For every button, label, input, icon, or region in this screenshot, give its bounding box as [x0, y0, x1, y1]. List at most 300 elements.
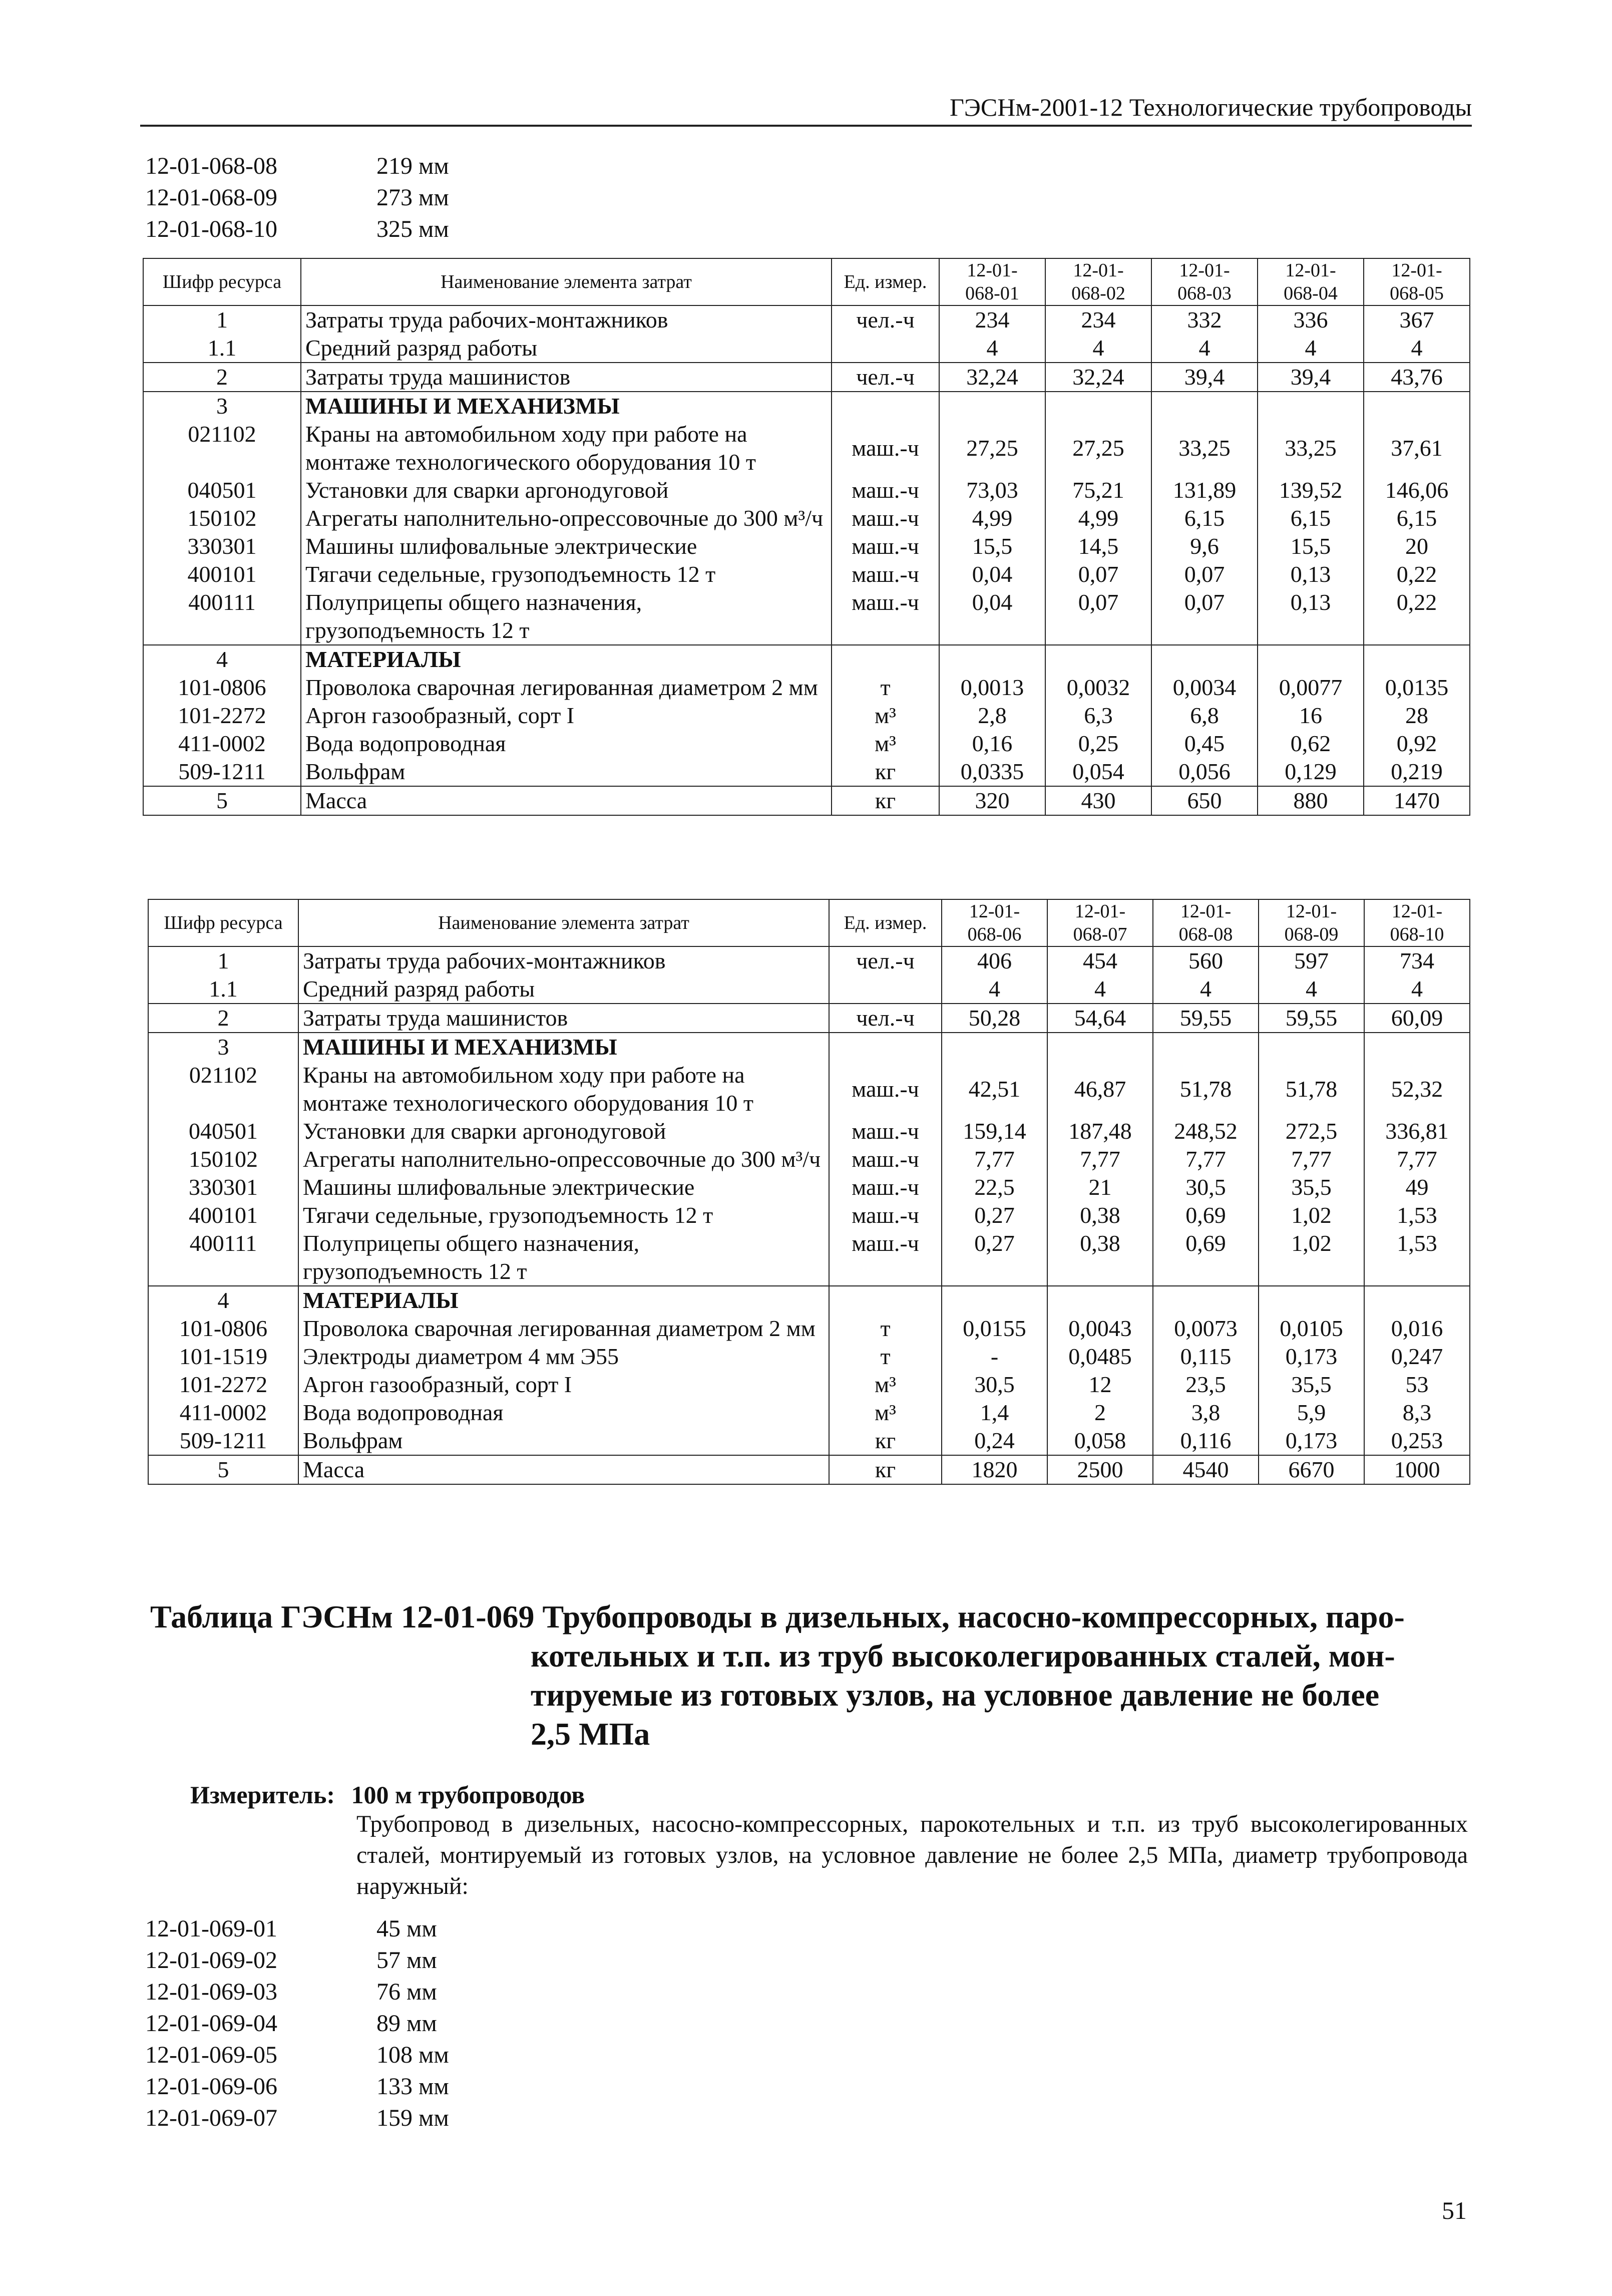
- value-cell: 0,38: [1047, 1229, 1153, 1286]
- col-header-norm: 12-01- 068-10: [1364, 899, 1470, 946]
- unit: кг: [829, 1455, 942, 1484]
- value-cell: [1259, 1286, 1364, 1315]
- resource-code: 101-2272: [148, 1371, 298, 1399]
- table-row: [148, 1033, 1470, 1061]
- unit: маш.-ч: [832, 476, 939, 504]
- unit: чел.-ч: [832, 305, 939, 334]
- value-cell: 336,81: [1364, 1117, 1470, 1145]
- value-cell: 0,62: [1258, 730, 1364, 758]
- value-cell: 4: [939, 334, 1045, 363]
- cost-element-name: Электроды диаметром 4 мм Э55: [298, 1343, 829, 1371]
- cost-element-name: Масса: [301, 786, 832, 815]
- table-row: [143, 504, 1470, 532]
- cost-element-name: Масса: [298, 1455, 829, 1484]
- value-cell: 6,3: [1045, 702, 1151, 730]
- table-row: [148, 1343, 1470, 1371]
- unit: т: [829, 1343, 942, 1371]
- value-cell: 0,0013: [939, 674, 1045, 702]
- col-header-unit: Ед. измер.: [832, 258, 939, 305]
- value-cell: 131,89: [1151, 476, 1258, 504]
- value-cell: 146,06: [1364, 476, 1470, 504]
- cost-element-name: Полуприцепы общего назначения, грузоподъемность 12 т: [298, 1229, 829, 1286]
- value-cell: [939, 645, 1045, 674]
- value-cell: 32,24: [1045, 363, 1151, 392]
- value-cell: 597: [1259, 946, 1364, 975]
- value-cell: 4: [1364, 334, 1470, 363]
- table-row: [143, 334, 1470, 363]
- unit: [832, 334, 939, 363]
- table-title-line: 2,5 МПа: [531, 1716, 650, 1752]
- cost-element-name: МАШИНЫ И МЕХАНИЗМЫ: [301, 392, 832, 420]
- code-row: [145, 2039, 449, 2071]
- col-header-norm: 12-01- 068-08: [1153, 899, 1259, 946]
- table-row: [143, 420, 1470, 476]
- value-cell: [1258, 645, 1364, 674]
- cost-element-name: МАТЕРИАЛЫ: [301, 645, 832, 674]
- unit: маш.-ч: [829, 1145, 942, 1173]
- value-cell: 336: [1258, 305, 1364, 334]
- table-title-line: котельных и т.п. из труб высоколегированных сталей, мон-: [531, 1638, 1395, 1674]
- table-row: [143, 363, 1470, 392]
- cost-element-name: Вольфрам: [298, 1427, 829, 1455]
- value-cell: [1364, 392, 1470, 420]
- value-cell: 30,5: [1153, 1173, 1259, 1201]
- unit: м³: [829, 1399, 942, 1427]
- value-cell: 6,15: [1151, 504, 1258, 532]
- code: 12-01-069-04: [145, 2010, 277, 2037]
- value-cell: 49: [1364, 1173, 1470, 1201]
- code-row: [145, 2071, 449, 2102]
- value-cell: 1,4: [942, 1399, 1047, 1427]
- unit: т: [832, 674, 939, 702]
- value-cell: 0,0032: [1045, 674, 1151, 702]
- resource-code: 400101: [143, 560, 301, 588]
- value-cell: 6,15: [1364, 504, 1470, 532]
- value-cell: [942, 1286, 1047, 1315]
- value-cell: 15,5: [939, 532, 1045, 560]
- value-cell: 23,5: [1153, 1371, 1259, 1399]
- cost-element-name: Затраты труда машинистов: [301, 363, 832, 392]
- value-cell: 2: [1047, 1399, 1153, 1427]
- value-cell: 0,115: [1153, 1343, 1259, 1371]
- resource-code: 1: [143, 305, 301, 334]
- page-number: 51: [1442, 2196, 1467, 2224]
- resource-code: 400111: [148, 1229, 298, 1286]
- value-cell: 50,28: [942, 1004, 1047, 1033]
- value-cell: 4: [1364, 975, 1470, 1004]
- value-cell: [942, 1033, 1047, 1061]
- value-cell: 0,92: [1364, 730, 1470, 758]
- resource-code: 040501: [143, 476, 301, 504]
- unit: [829, 1033, 942, 1061]
- value-cell: 7,77: [1259, 1145, 1364, 1173]
- value-cell: 560: [1153, 946, 1259, 975]
- resource-code: 1.1: [148, 975, 298, 1004]
- value-cell: 4: [942, 975, 1047, 1004]
- value-cell: 1820: [942, 1455, 1047, 1484]
- value-cell: 1,53: [1364, 1229, 1470, 1286]
- value-cell: 1,02: [1259, 1201, 1364, 1229]
- diameter: 325 мм: [376, 216, 449, 242]
- cost-element-name: Аргон газообразный, сорт I: [301, 702, 832, 730]
- header-row: [148, 899, 1470, 946]
- resource-code: 101-0806: [148, 1315, 298, 1343]
- unit: маш.-ч: [832, 420, 939, 476]
- value-cell: 4: [1259, 975, 1364, 1004]
- resource-code: 101-0806: [143, 674, 301, 702]
- table-row: [143, 476, 1470, 504]
- cost-element-name: Вольфрам: [301, 758, 832, 786]
- table-title-line: тируемые из готовых узлов, на условное давление не более: [531, 1677, 1380, 1713]
- table-row: [148, 1427, 1470, 1455]
- table-row: [143, 702, 1470, 730]
- value-cell: 6,15: [1258, 504, 1364, 532]
- value-cell: 0,04: [939, 588, 1045, 645]
- bottom-code-list: [145, 1913, 449, 2134]
- value-cell: 0,0034: [1151, 674, 1258, 702]
- value-cell: 248,52: [1153, 1117, 1259, 1145]
- cost-element-name: Установки для сварки аргонодуговой: [301, 476, 832, 504]
- value-cell: 37,61: [1364, 420, 1470, 476]
- value-cell: 4: [1258, 334, 1364, 363]
- cost-element-name: Проволока сварочная легированная диаметром 2 мм: [298, 1315, 829, 1343]
- table-row: [143, 392, 1470, 420]
- resource-code: 5: [148, 1455, 298, 1484]
- value-cell: 430: [1045, 786, 1151, 815]
- col-header-norm: 12-01- 068-01: [939, 258, 1045, 305]
- value-cell: 0,173: [1259, 1427, 1364, 1455]
- diameter: 108 мм: [376, 2042, 449, 2068]
- value-cell: 139,52: [1258, 476, 1364, 504]
- value-cell: 0,25: [1045, 730, 1151, 758]
- cost-element-name: Аргон газообразный, сорт I: [298, 1371, 829, 1399]
- description: Трубопровод в дизельных, насосно-компрессорных, парокотельных и т.п. из труб высоколегированных сталей, монтируемый из готовых узлов, на условное давление не более 2,5 МПа, диаметр трубопровода наружный:: [356, 1811, 1468, 1899]
- value-cell: 0,69: [1153, 1229, 1259, 1286]
- col-header-norm: 12-01- 068-07: [1047, 899, 1153, 946]
- resource-code: 400101: [148, 1201, 298, 1229]
- value-cell: 0,13: [1258, 560, 1364, 588]
- resource-code: 330301: [143, 532, 301, 560]
- value-cell: 0,22: [1364, 560, 1470, 588]
- diameter: 57 мм: [376, 1947, 437, 1974]
- value-cell: 75,21: [1045, 476, 1151, 504]
- code: 12-01-069-06: [145, 2073, 277, 2100]
- diameter: 45 мм: [376, 1915, 437, 1942]
- value-cell: 0,07: [1151, 560, 1258, 588]
- value-cell: 0,0105: [1259, 1315, 1364, 1343]
- cost-element-name: Полуприцепы общего назначения, грузоподъемность 12 т: [301, 588, 832, 645]
- cost-element-name: Затраты труда рабочих-монтажников: [298, 946, 829, 975]
- value-cell: 35,5: [1259, 1371, 1364, 1399]
- value-cell: 21: [1047, 1173, 1153, 1201]
- unit: [832, 645, 939, 674]
- value-cell: 0,0043: [1047, 1315, 1153, 1343]
- resource-code: 509-1211: [148, 1427, 298, 1455]
- table-row: [143, 560, 1470, 588]
- value-cell: 6670: [1259, 1455, 1364, 1484]
- value-cell: 734: [1364, 946, 1470, 975]
- value-cell: 406: [942, 946, 1047, 975]
- unit: м³: [832, 730, 939, 758]
- value-cell: 4,99: [939, 504, 1045, 532]
- code-row: [145, 213, 449, 245]
- code: 12-01-069-05: [145, 2042, 277, 2068]
- value-cell: 0,27: [942, 1229, 1047, 1286]
- table-row: [148, 1371, 1470, 1399]
- value-cell: 4: [1047, 975, 1153, 1004]
- value-cell: [1045, 645, 1151, 674]
- value-cell: 7,77: [942, 1145, 1047, 1173]
- resource-code: 4: [143, 645, 301, 674]
- cost-element-name: Средний разряд работы: [298, 975, 829, 1004]
- value-cell: 20: [1364, 532, 1470, 560]
- value-cell: 454: [1047, 946, 1153, 975]
- value-cell: 234: [939, 305, 1045, 334]
- diameter: 219 мм: [376, 153, 449, 179]
- col-header-norm: 12-01- 068-03: [1151, 258, 1258, 305]
- table-row: [148, 1117, 1470, 1145]
- col-header-name: Наименование элемента затрат: [301, 258, 832, 305]
- code: 12-01-068-09: [145, 184, 277, 211]
- value-cell: [1151, 392, 1258, 420]
- value-cell: 0,45: [1151, 730, 1258, 758]
- value-cell: 0,16: [939, 730, 1045, 758]
- unit: маш.-ч: [829, 1201, 942, 1229]
- resource-code: 330301: [148, 1173, 298, 1201]
- value-cell: [1151, 645, 1258, 674]
- value-cell: [1047, 1033, 1153, 1061]
- value-cell: 650: [1151, 786, 1258, 815]
- header-row: [143, 258, 1470, 305]
- value-cell: 53: [1364, 1371, 1470, 1399]
- resource-code: 4: [148, 1286, 298, 1315]
- unit: маш.-ч: [832, 504, 939, 532]
- value-cell: [1153, 1286, 1259, 1315]
- col-header-norm: 12-01- 068-04: [1258, 258, 1364, 305]
- code-row: [145, 1944, 449, 1976]
- value-cell: 7,77: [1364, 1145, 1470, 1173]
- col-header-norm: 12-01- 068-05: [1364, 258, 1470, 305]
- unit: м³: [829, 1371, 942, 1399]
- value-cell: 30,5: [942, 1371, 1047, 1399]
- unit: кг: [832, 758, 939, 786]
- table-row: [143, 674, 1470, 702]
- value-cell: 8,3: [1364, 1399, 1470, 1427]
- table-row: [143, 305, 1470, 334]
- value-cell: 46,87: [1047, 1061, 1153, 1117]
- table-row: [143, 758, 1470, 786]
- code-row: [145, 2102, 449, 2134]
- value-cell: 0,253: [1364, 1427, 1470, 1455]
- value-cell: 54,64: [1047, 1004, 1153, 1033]
- value-cell: 0,0135: [1364, 674, 1470, 702]
- code: 12-01-068-10: [145, 216, 277, 242]
- value-cell: 367: [1364, 305, 1470, 334]
- resource-code: 150102: [143, 504, 301, 532]
- table-row: [148, 1315, 1470, 1343]
- value-cell: [1364, 1286, 1470, 1315]
- value-cell: 59,55: [1259, 1004, 1364, 1033]
- value-cell: 234: [1045, 305, 1151, 334]
- value-cell: [1364, 645, 1470, 674]
- table-row: [148, 1286, 1470, 1315]
- col-header-unit: Ед. измер.: [829, 899, 942, 946]
- value-cell: 0,0077: [1258, 674, 1364, 702]
- value-cell: 0,0335: [939, 758, 1045, 786]
- unit: маш.-ч: [832, 532, 939, 560]
- col-header-code: Шифр ресурса: [143, 258, 301, 305]
- value-cell: 880: [1258, 786, 1364, 815]
- value-cell: 0,24: [942, 1427, 1047, 1455]
- code-row: [145, 2008, 449, 2039]
- code: 12-01-069-03: [145, 1979, 277, 2005]
- resource-code: 101-1519: [148, 1343, 298, 1371]
- value-cell: 6,8: [1151, 702, 1258, 730]
- code-row: [145, 150, 449, 182]
- table-row: [148, 1061, 1470, 1117]
- value-cell: 1470: [1364, 786, 1470, 815]
- resource-code: 5: [143, 786, 301, 815]
- table-row: [143, 532, 1470, 560]
- table-row: [148, 1173, 1470, 1201]
- cost-element-name: Установки для сварки аргонодуговой: [298, 1117, 829, 1145]
- value-cell: 15,5: [1258, 532, 1364, 560]
- cost-element-name: МАТЕРИАЛЫ: [298, 1286, 829, 1315]
- value-cell: 0,22: [1364, 588, 1470, 645]
- value-cell: [1153, 1033, 1259, 1061]
- value-cell: 2500: [1047, 1455, 1153, 1484]
- table-row: [148, 1145, 1470, 1173]
- value-cell: 52,32: [1364, 1061, 1470, 1117]
- value-cell: 0,0485: [1047, 1343, 1153, 1371]
- value-cell: 1000: [1364, 1455, 1470, 1484]
- col-header-name: Наименование элемента затрат: [298, 899, 829, 946]
- table-row: [143, 645, 1470, 674]
- resource-table-2: [148, 899, 1470, 1485]
- cost-element-name: Вода водопроводная: [298, 1399, 829, 1427]
- cost-element-name: Машины шлифовальные электрические: [301, 532, 832, 560]
- value-cell: 0,056: [1151, 758, 1258, 786]
- value-cell: 9,6: [1151, 532, 1258, 560]
- value-cell: 0,054: [1045, 758, 1151, 786]
- resource-code: 400111: [143, 588, 301, 645]
- value-cell: 0,07: [1151, 588, 1258, 645]
- code: 12-01-069-02: [145, 1947, 277, 1974]
- resource-table-1: [143, 258, 1470, 816]
- diameter: 76 мм: [376, 1979, 437, 2005]
- value-cell: 7,77: [1153, 1145, 1259, 1173]
- value-cell: 1,02: [1259, 1229, 1364, 1286]
- table-row: [143, 730, 1470, 758]
- unit: маш.-ч: [829, 1229, 942, 1286]
- value-cell: 33,25: [1151, 420, 1258, 476]
- value-cell: 39,4: [1151, 363, 1258, 392]
- cost-element-name: Тягачи седельные, грузоподъемность 12 т: [301, 560, 832, 588]
- value-cell: [1364, 1033, 1470, 1061]
- unit: маш.-ч: [829, 1173, 942, 1201]
- value-cell: 39,4: [1258, 363, 1364, 392]
- unit: кг: [832, 786, 939, 815]
- table-row: [148, 1455, 1470, 1484]
- value-cell: 51,78: [1259, 1061, 1364, 1117]
- unit: [832, 392, 939, 420]
- value-cell: 4: [1151, 334, 1258, 363]
- resource-code: 2: [143, 363, 301, 392]
- value-cell: -: [942, 1343, 1047, 1371]
- value-cell: [1259, 1033, 1364, 1061]
- value-cell: [1258, 392, 1364, 420]
- value-cell: 0,0073: [1153, 1315, 1259, 1343]
- diameter: 159 мм: [376, 2105, 449, 2131]
- value-cell: 1,53: [1364, 1201, 1470, 1229]
- value-cell: 33,25: [1258, 420, 1364, 476]
- table-row: [148, 975, 1470, 1004]
- value-cell: 0,07: [1045, 588, 1151, 645]
- code-row: [145, 1913, 449, 1944]
- unit: т: [829, 1315, 942, 1343]
- table-title-lead: Таблица ГЭСНм 12-01-069 Трубопроводы в дизельных, насосно-компрессорных, паро-: [150, 1599, 1405, 1634]
- col-header-norm: 12-01- 068-06: [942, 899, 1047, 946]
- value-cell: [939, 392, 1045, 420]
- col-header-norm: 12-01- 068-09: [1259, 899, 1364, 946]
- value-cell: 22,5: [942, 1173, 1047, 1201]
- table-row: [143, 786, 1470, 815]
- value-cell: 12: [1047, 1371, 1153, 1399]
- value-cell: 320: [939, 786, 1045, 815]
- cost-element-name: Тягачи седельные, грузоподъемность 12 т: [298, 1201, 829, 1229]
- diameter: 273 мм: [376, 184, 449, 211]
- resource-code: 1.1: [143, 334, 301, 363]
- value-cell: 2,8: [939, 702, 1045, 730]
- value-cell: 0,016: [1364, 1315, 1470, 1343]
- value-cell: 0,27: [942, 1201, 1047, 1229]
- table-row: [143, 588, 1470, 645]
- meter-value: 100 м трубопроводов: [351, 1781, 585, 1809]
- unit: м³: [832, 702, 939, 730]
- value-cell: 4540: [1153, 1455, 1259, 1484]
- value-cell: 159,14: [942, 1117, 1047, 1145]
- code-row: [145, 182, 449, 213]
- table-row: [148, 1229, 1470, 1286]
- unit: чел.-ч: [829, 946, 942, 975]
- table-row: [148, 1004, 1470, 1033]
- value-cell: 16: [1258, 702, 1364, 730]
- cost-element-name: Затраты труда рабочих-монтажников: [301, 305, 832, 334]
- cost-element-name: Краны на автомобильном ходу при работе на монтаже технологического оборудования 10 т: [298, 1061, 829, 1117]
- diameter: 89 мм: [376, 2010, 437, 2037]
- value-cell: 4: [1045, 334, 1151, 363]
- unit: кг: [829, 1427, 942, 1455]
- table-title: [150, 1597, 1452, 1754]
- resource-code: 101-2272: [143, 702, 301, 730]
- value-cell: 27,25: [939, 420, 1045, 476]
- value-cell: 0,058: [1047, 1427, 1153, 1455]
- value-cell: 28: [1364, 702, 1470, 730]
- value-cell: 35,5: [1259, 1173, 1364, 1201]
- value-cell: 0,219: [1364, 758, 1470, 786]
- value-cell: 3,8: [1153, 1399, 1259, 1427]
- value-cell: 14,5: [1045, 532, 1151, 560]
- cost-element-name: Агрегаты наполнительно-опрессовочные до 300 м³/ч: [298, 1145, 829, 1173]
- resource-code: 3: [148, 1033, 298, 1061]
- value-cell: 0,07: [1045, 560, 1151, 588]
- cost-element-name: Средний разряд работы: [301, 334, 832, 363]
- unit: маш.-ч: [832, 588, 939, 645]
- value-cell: 0,247: [1364, 1343, 1470, 1371]
- cost-element-name: Затраты труда машинистов: [298, 1004, 829, 1033]
- value-cell: 27,25: [1045, 420, 1151, 476]
- resource-code: 509-1211: [143, 758, 301, 786]
